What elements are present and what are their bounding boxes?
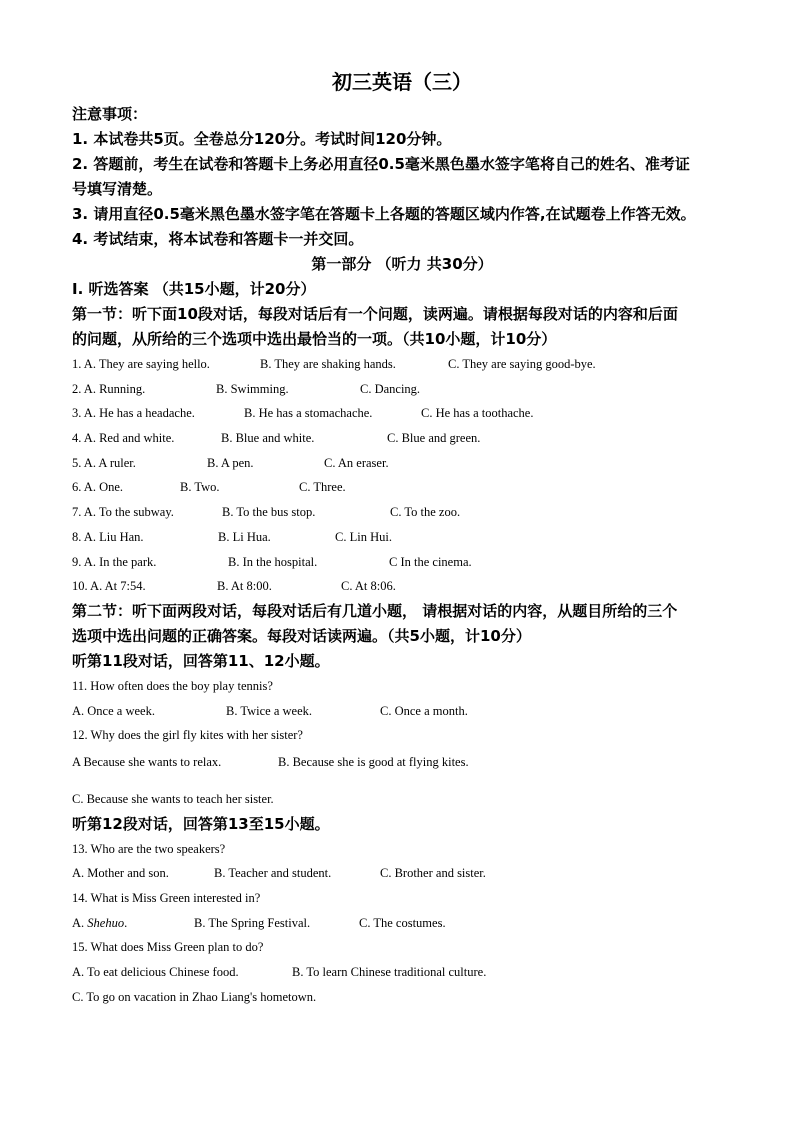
question-stem: 14. What is Miss Green interested in?: [72, 891, 261, 906]
option-a: A. Shehuo.: [72, 915, 128, 930]
option-b: B. They are shaking hands.: [260, 357, 396, 371]
question-row: [72, 451, 732, 476]
sub1-instruction: 第一节：听下面10段对话，每段对话后有一个问题，读两遍。请根据每段对话的内容和后面: [72, 305, 678, 323]
option-c: C. Once a month.: [380, 703, 468, 718]
option-b: B. Twice a week.: [226, 703, 313, 718]
question-row: [72, 550, 732, 575]
option-a: A. Once a week.: [72, 703, 155, 718]
option-a: A. To eat delicious Chinese food.: [72, 965, 239, 980]
question-row: [72, 401, 732, 426]
option-c: C. To the zoo.: [390, 505, 461, 520]
option-b: B. To the bus stop.: [222, 505, 316, 520]
question-options: [72, 960, 732, 985]
option-a: A Because she wants to relax.: [72, 754, 222, 769]
option-b: B. Blue and white.: [221, 431, 315, 446]
question-list: [72, 352, 732, 599]
question-row: [72, 574, 732, 599]
option-a: 10. A. At 7:54.: [72, 579, 146, 594]
option-c: C. Dancing.: [360, 381, 421, 396]
option-c: C In the cinema.: [389, 554, 472, 569]
question-row: [72, 352, 732, 377]
sub1-instruction: 的问题，从所给的三个选项中选出最恰当的一项。（共10小题，计10分）: [72, 330, 557, 348]
option-c: C. To go on vacation in Zhao Liang's hometown.: [72, 989, 317, 1004]
question-stem: 11. How often does the boy play tennis?: [72, 678, 273, 693]
question-options: [72, 861, 732, 886]
option-a: 2. A. Running.: [72, 381, 146, 396]
option-c: C. He has a toothache.: [421, 406, 534, 421]
option-c: C. An eraser.: [324, 455, 389, 470]
question-row: [72, 525, 732, 550]
note-item: 2. 答题前，考生在试卷和答题卡上务必用直径0.5毫米黑色墨水签字笔将自己的姓名、准考证: [72, 155, 690, 173]
sub2-instruction: 第二节：听下面两段对话，每段对话后有几道小题， 请根据对话的内容，从题目所给的三个: [72, 601, 678, 620]
option-c: C. Brother and sister.: [380, 866, 486, 881]
dialog11-heading: 听第11段对话，回答第11、12小题。: [72, 651, 330, 670]
option-c: C. They are saying good-bye.: [448, 357, 596, 371]
option-b: B. To learn Chinese traditional culture.: [292, 965, 487, 980]
option-b: B. Swimming.: [216, 381, 289, 396]
option-b: B. Teacher and student.: [214, 866, 332, 881]
question-stem: 13. Who are the two speakers?: [72, 841, 226, 856]
option-a: 3. A. He has a headache.: [72, 406, 195, 421]
option-c: C. Lin Hui.: [335, 529, 392, 544]
note-item: 4. 考试结束，将本试卷和答题卡一并交回。: [72, 230, 364, 248]
option-a: 7. A. To the subway.: [72, 505, 174, 520]
part1-heading: 第一部分 （听力 共30分）: [311, 255, 493, 273]
option-a: 1. A. They are saying hello.: [72, 357, 210, 371]
option-a: 8. A. Liu Han.: [72, 529, 144, 544]
option-a: 9. A. In the park.: [72, 554, 157, 569]
dialog12-heading: 听第12段对话，回答第13至15小题。: [72, 814, 330, 833]
option-b: B. The Spring Festival.: [194, 915, 311, 930]
note-item: 3. 请用直径0.5毫米黑色墨水签字笔在答题卡上各题的答题区域内作答,在试题卷上作答无效。: [72, 205, 696, 223]
question-row: [72, 377, 732, 402]
question-row: [72, 426, 732, 451]
option-c: C. At 8:06.: [341, 579, 396, 594]
option-c: C. Because she wants to teach her sister.: [72, 791, 274, 806]
option-b: B. Because she is good at flying kites.: [278, 754, 469, 769]
option-b: B. A pen.: [207, 455, 254, 470]
question-stem: 15. What does Miss Green plan to do?: [72, 940, 264, 955]
option-b: B. In the hospital.: [228, 554, 318, 569]
question-options: [72, 748, 732, 787]
question-options: [72, 911, 732, 936]
page-title: 初三英语（三）: [332, 70, 472, 94]
notes-section: [72, 102, 732, 252]
option-a: 6. A. One.: [72, 480, 124, 495]
question-options: [72, 699, 732, 724]
option-b: B. Two.: [180, 480, 220, 495]
option-b: B. Li Hua.: [218, 529, 271, 544]
section1-heading: I. 听选答案 （共15小题，计20分）: [72, 280, 316, 298]
option-c: C. Three.: [299, 480, 346, 495]
question-row: [72, 475, 732, 500]
option-a: 4. A. Red and white.: [72, 431, 175, 446]
option-a: 5. A. A ruler.: [72, 455, 136, 470]
option-a: A. Mother and son.: [72, 866, 169, 881]
question-row: [72, 500, 732, 525]
note-item: 1. 本试卷共5页。全卷总分120分。考试时间120分钟。: [72, 130, 452, 148]
notes-heading: 注意事项：: [72, 105, 148, 123]
question-stem: 12. Why does the girl fly kites with her sister?: [72, 728, 303, 743]
note-item: 号填写清楚。: [72, 180, 163, 198]
option-c: C. Blue and green.: [387, 431, 481, 446]
option-b: B. At 8:00.: [217, 579, 272, 594]
sub2-instruction: 选项中选出问题的正确答案。每段对话读两遍。（共5小题，计10分）: [72, 626, 531, 645]
option-c: C. The costumes.: [359, 915, 446, 930]
option-b: B. He has a stomachache.: [244, 406, 373, 421]
exam-page: [72, 62, 732, 1010]
